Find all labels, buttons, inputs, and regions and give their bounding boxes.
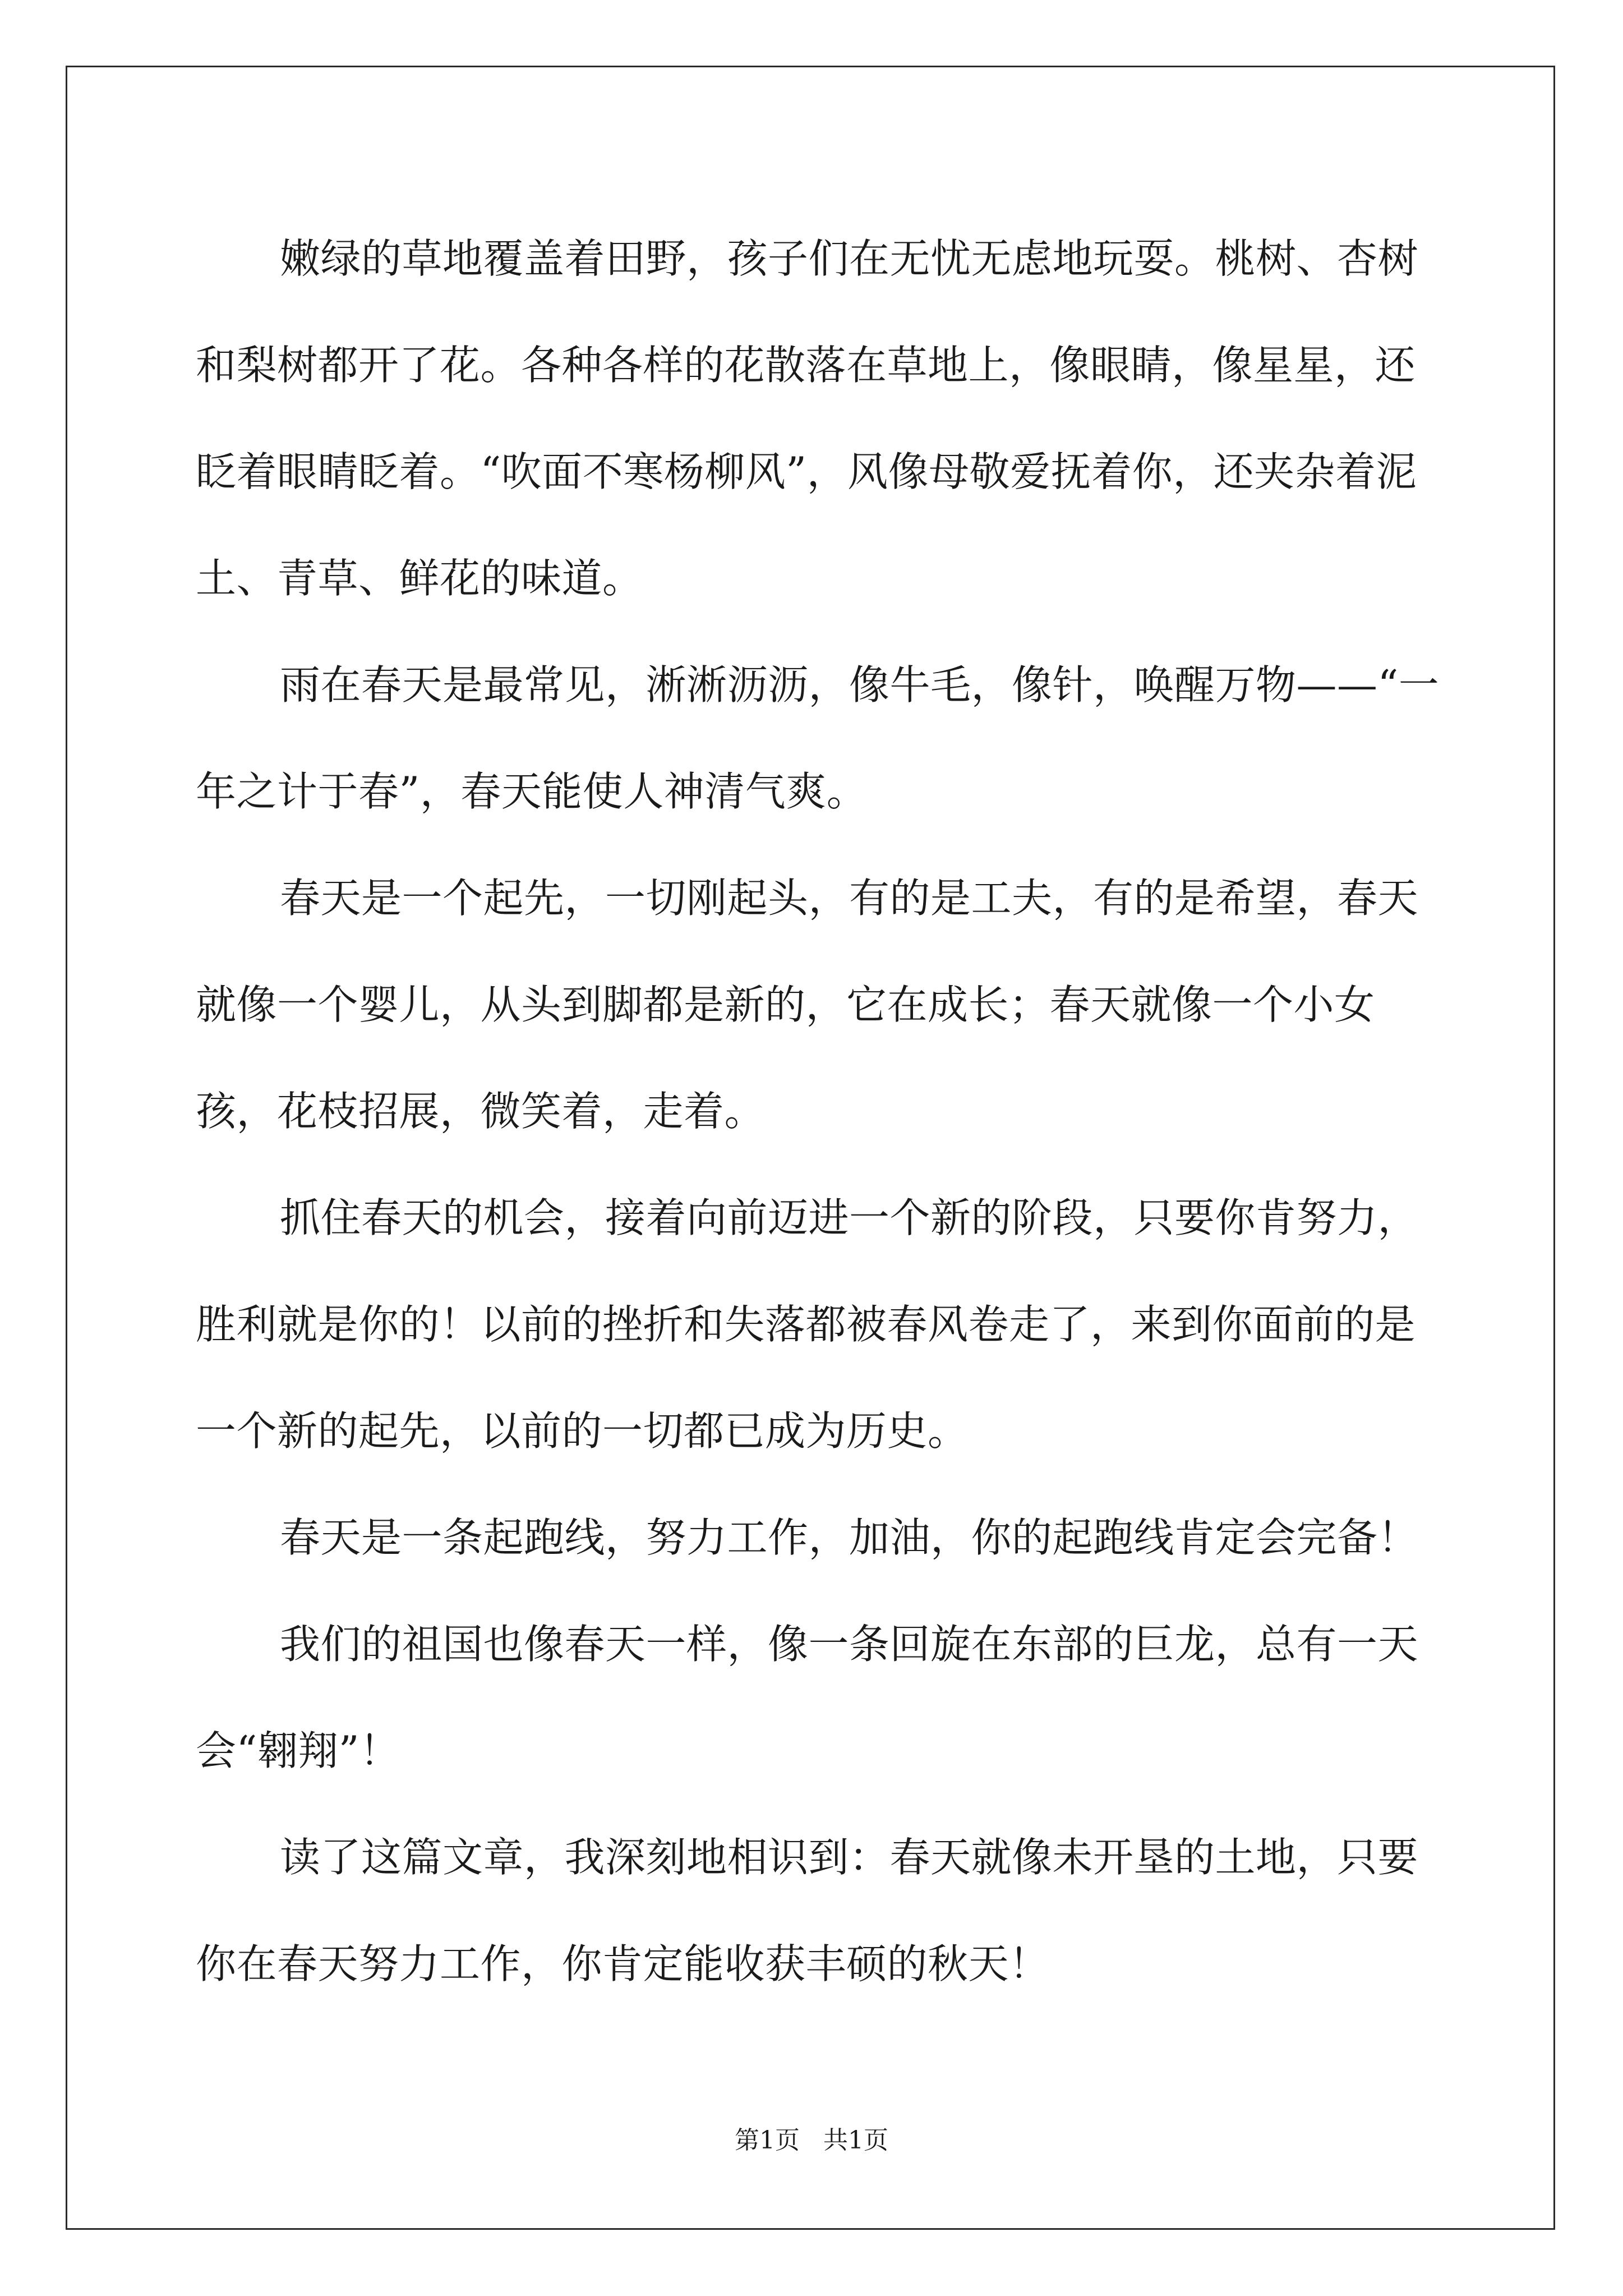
page-total: 共1页 [823,2126,888,2155]
page-number: 第1页 [735,2126,800,2155]
document-body [196,205,1441,2017]
paragraph: 抓住春天的机会，接着向前迈进一个新的阶段，只要你肯努力，胜利就是你的！以前的挫折和失落都被春风卷走了，来到你面前的是一个新的起先，以前的一切都已成为历史。 [196,1194,1419,1455]
paragraph: 春天是一条起跑线，努力工作，加油，你的起跑线肯定会完备！ [280,1514,1419,1561]
paragraph: 读了这篇文章，我深刻地相识到：春天就像未开垦的土地，只要你在春天努力工作，你肯定能收获丰硕的秋天！ [196,1834,1419,1987]
paragraph: 春天是一个起先，一切刚起头，有的是工夫，有的是希望，春天就像一个婴儿，从头到脚都是新的，它在成长；春天就像一个小女孩，花枝招展，微笑着，走着。 [196,875,1419,1135]
paragraph: 嫩绿的草地覆盖着田野，孩子们在无忧无虑地玩耍。桃树、杏树和梨树都开了花。各种各样的花散落在草地上，像眼睛，像星星，还眨着眼睛眨着。“吹面不寒杨柳风”，风像母敬爱抚着你，还夹杂着泥土、青草、鲜花的味道。 [196,235,1419,602]
paragraph: 我们的祖国也像春天一样，像一条回旋在东部的巨龙，总有一天会“翱翔”！ [196,1621,1419,1774]
paragraph: 雨在春天是最常见，淅淅沥沥，像牛毛，像针，唤醒万物——“一年之计于春”，春天能使人神清气爽。 [196,661,1440,815]
page-footer [0,2124,1623,2157]
